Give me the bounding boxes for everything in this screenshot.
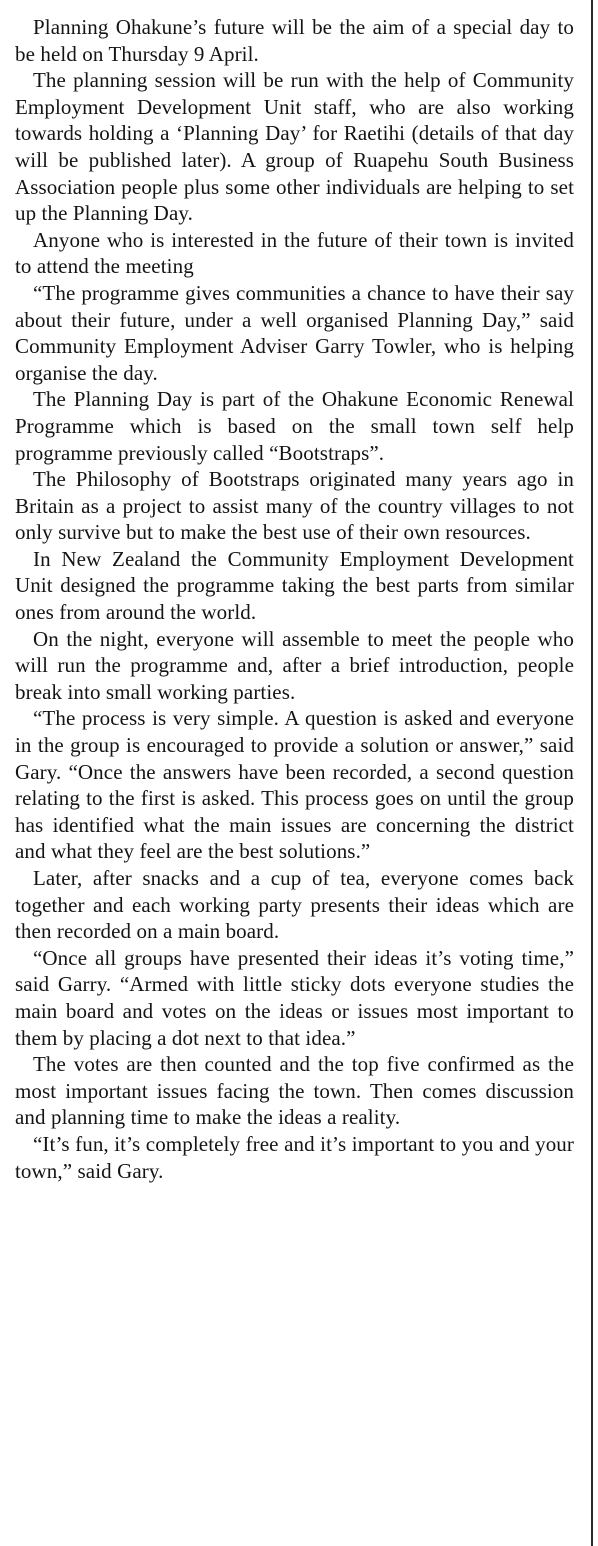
article-column	[0, 14, 574, 1184]
article-paragraph: The Philosophy of Bootstraps originated many years ago in Britain as a project to assist many of the country villages to not only survive but to make the best use of their own resources.	[15, 467, 574, 545]
article-paragraph: The Planning Day is part of the Ohakune Economic Renewal Programme which is based on the small town self help programme previously called “Bootstraps”.	[15, 387, 574, 465]
article-paragraph: On the night, everyone will assemble to meet the people who will run the programme and, after a brief introduction, people break into small working parties.	[15, 626, 574, 704]
article-paragraph: “It’s fun, it’s completely free and it’s important to you and your town,” said Gary.	[15, 1131, 574, 1183]
article-paragraph: Planning Ohakune’s future will be the aim of a special day to be held on Thursday 9 April.	[15, 15, 574, 66]
article-paragraph: Later, after snacks and a cup of tea, everyone comes back together and each working party presents their ideas which are then recorded on a main board.	[15, 866, 574, 944]
article-paragraph: The planning session will be run with the help of Community Employment Development Unit staff, who are also working towards holding a ‘Planning Day’ for Raetihi (details of that day will be published later). A group of Ruapehu South Business Association people plus some other individuals are helping to set up the Planning Day.	[15, 68, 574, 226]
column-divider-rule	[591, 0, 593, 1546]
article-paragraph: The votes are then counted and the top five confirmed as the most important issues facing the town. Then comes discussion and planning time to make the ideas a reality.	[15, 1052, 574, 1130]
article-paragraph: Anyone who is interested in the future of their town is invited to attend the meeting	[15, 227, 574, 279]
article-paragraph: “The process is very simple. A question is asked and everyone in the group is encouraged to provide a solution or answer,” said Gary. “Once the answers have been recorded, a second question relating to the first is asked. This process goes on until the group has identified what the main issues are concerning the district and what they feel are the best solutions.”	[15, 706, 574, 864]
article-paragraph: “The programme gives communities a chance to have their say about their future, under a well organised Planning Day,” said Community Employment Adviser Garry Towler, who is helping organise the day.	[15, 280, 574, 385]
article-paragraph: In New Zealand the Community Employment Development Unit designed the programme taking the best parts from similar ones from around the world.	[15, 546, 574, 625]
article-paragraph: “Once all groups have presented their ideas it’s voting time,” said Garry. “Armed with little sticky dots everyone studies the main board and votes on the ideas or issues most important to them by placing a dot next to that idea.”	[15, 945, 574, 1050]
